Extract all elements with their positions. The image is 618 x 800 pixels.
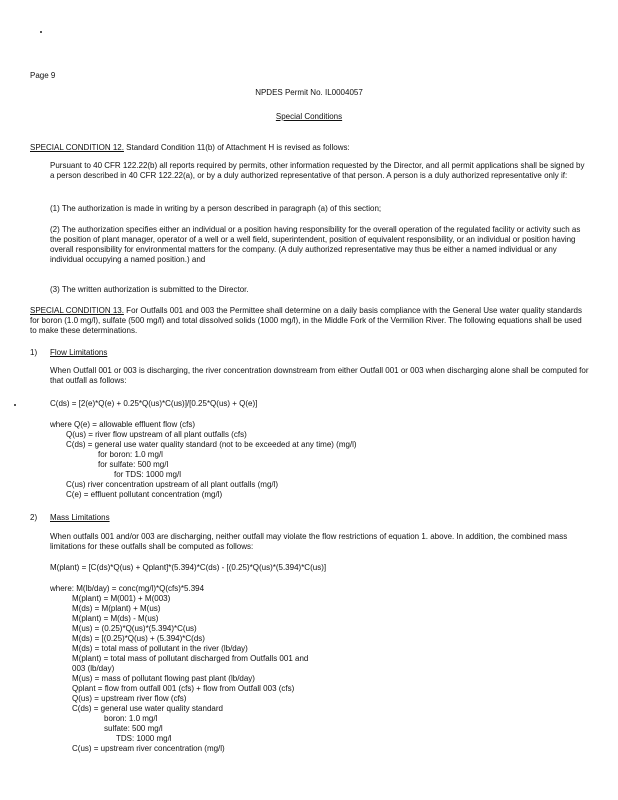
section-2-def: Q(us) = upstream river flow (cfs) — [72, 694, 187, 703]
section-2-def: 003 (lb/day) — [72, 664, 115, 673]
section-1-paragraph: When Outfall 001 or 003 is discharging, the river concentration downstream from either Outfall 001 or 003 when discharging alone shall be computed for that outfall as follows: — [50, 366, 589, 385]
section-2-paragraph: When outfalls 001 and/or 003 are discharging, neither outfall may violate the flow restrictions of equation 1. above. In addition, the combined mass limitations for these outfalls shall be computed as follows: — [50, 532, 568, 551]
section-2-where: where: M(lb/day) = conc(mg/l)*Q(cfs)*5.394 — [50, 584, 205, 593]
section-2-def: TDS: 1000 mg/l — [116, 734, 172, 743]
section-2-def: C(ds) = general use water quality standard — [72, 704, 223, 713]
section-1-def: for sulfate: 500 mg/l — [98, 460, 169, 469]
section-2-def: M(us) = (0.25)*Q(us)*(5.394)*C(us) — [72, 624, 197, 633]
special-condition-12-heading — [30, 143, 350, 153]
special-condition-13-label: SPECIAL CONDITION 13. — [30, 306, 124, 315]
sc12-item-1: (1) The authorization is made in writing by a person described in paragraph (a) of this section; — [50, 204, 382, 213]
section-1-def: for TDS: 1000 mg/l — [114, 470, 181, 479]
section-1-def: Q(us) = river flow upstream of all plant outfalls (cfs) — [66, 430, 247, 439]
sc12-paragraph: Pursuant to 40 CFR 122.22(b) all reports required by permits, other information requested by the Director, and all permit applications shall be signed by a person described in 40 CFR 122.22(a), or by a duly authorized representative of that person. A person is a duly authorized representative only if: — [50, 161, 585, 180]
permit-number: NPDES Permit No. IL0004057 — [255, 88, 363, 97]
section-1-heading: Flow Limitations — [50, 348, 108, 357]
section-2-def: M(plant) = M(001) + M(003) — [72, 594, 171, 603]
special-condition-13-text: For Outfalls 001 and 003 the Permittee shall determine on a daily basis compliance with the General Use water quality standards for boron (1.0 mg/l), sulfate (500 mg/l) and total dissolved solids (1000 mg/l), in the Middle Fork of the Vermilion River. The following equations shall be used to make these determinations. — [30, 306, 582, 335]
section-2-equation: M(plant) = [C(ds)*Q(us) + Qplant]*(5.394)*C(ds) - [(0.25)*Q(us)*(5.394)*C(us)] — [50, 563, 327, 572]
section-2-def: M(ds) = [(0.25)*Q(us) + (5.394)*C(ds) — [72, 634, 205, 643]
section-1-def: C(us) river concentration upstream of all plant outfalls (mg/l) — [66, 480, 279, 489]
section-1-where: where Q(e) = allowable effluent flow (cfs) — [50, 420, 196, 429]
section-2-def: M(plant) = M(ds) - M(us) — [72, 614, 159, 623]
section-2-def: M(us) = mass of pollutant flowing past plant (lb/day) — [72, 674, 255, 683]
section-2-heading: Mass Limitations — [50, 513, 110, 522]
section-2-def: Qplant = flow from outfall 001 (cfs) + flow from Outfall 003 (cfs) — [72, 684, 295, 693]
special-condition-12-label: SPECIAL CONDITION 12. — [30, 143, 124, 152]
scan-speck — [14, 404, 16, 406]
page-number: Page 9 — [30, 71, 56, 80]
scan-speck — [40, 31, 42, 33]
special-condition-13 — [30, 306, 590, 336]
section-1-def: C(ds) = general use water quality standard (not to be exceeded at any time) (mg/l) — [66, 440, 357, 449]
section-1-def: for boron: 1.0 mg/l — [98, 450, 163, 459]
section-2-def: M(ds) = M(plant) + M(us) — [72, 604, 161, 613]
section-2-number: 2) — [30, 513, 38, 522]
section-1-def: C(e) = effluent pollutant concentration (mg/l) — [66, 490, 223, 499]
section-2-def: boron: 1.0 mg/l — [104, 714, 158, 723]
sc12-item-2: (2) The authorization specifies either an individual or a position having responsibility for the overall operation of the regulated facility or activity such as the position of plant manager, operator of a well or a well field, superintendent, position of equivalent responsibility, or an individual or position having overall responsibility for environmental matters for the company. (A duly authorized representative may thus be either a named individual or any individual occupying a named position.) and — [50, 225, 581, 264]
page-title: Special Conditions — [275, 112, 343, 121]
section-2-def: sulfate: 500 mg/l — [104, 724, 163, 733]
section-2-def: C(us) = upstream river concentration (mg/l) — [72, 744, 225, 753]
sc12-item-3: (3) The written authorization is submitted to the Director. — [50, 285, 249, 294]
special-condition-12-lead: Standard Condition 11(b) of Attachment H is revised as follows: — [123, 143, 350, 152]
section-2-def: M(ds) = total mass of pollutant in the river (lb/day) — [72, 644, 248, 653]
section-2-def: M(plant) = total mass of pollutant discharged from Outfalls 001 and — [72, 654, 309, 663]
section-1-number: 1) — [30, 348, 38, 357]
section-1-equation: C(ds) = [2(e)*Q(e) + 0.25*Q(us)*C(us)]/[0.25*Q(us) + Q(e)] — [50, 399, 258, 408]
